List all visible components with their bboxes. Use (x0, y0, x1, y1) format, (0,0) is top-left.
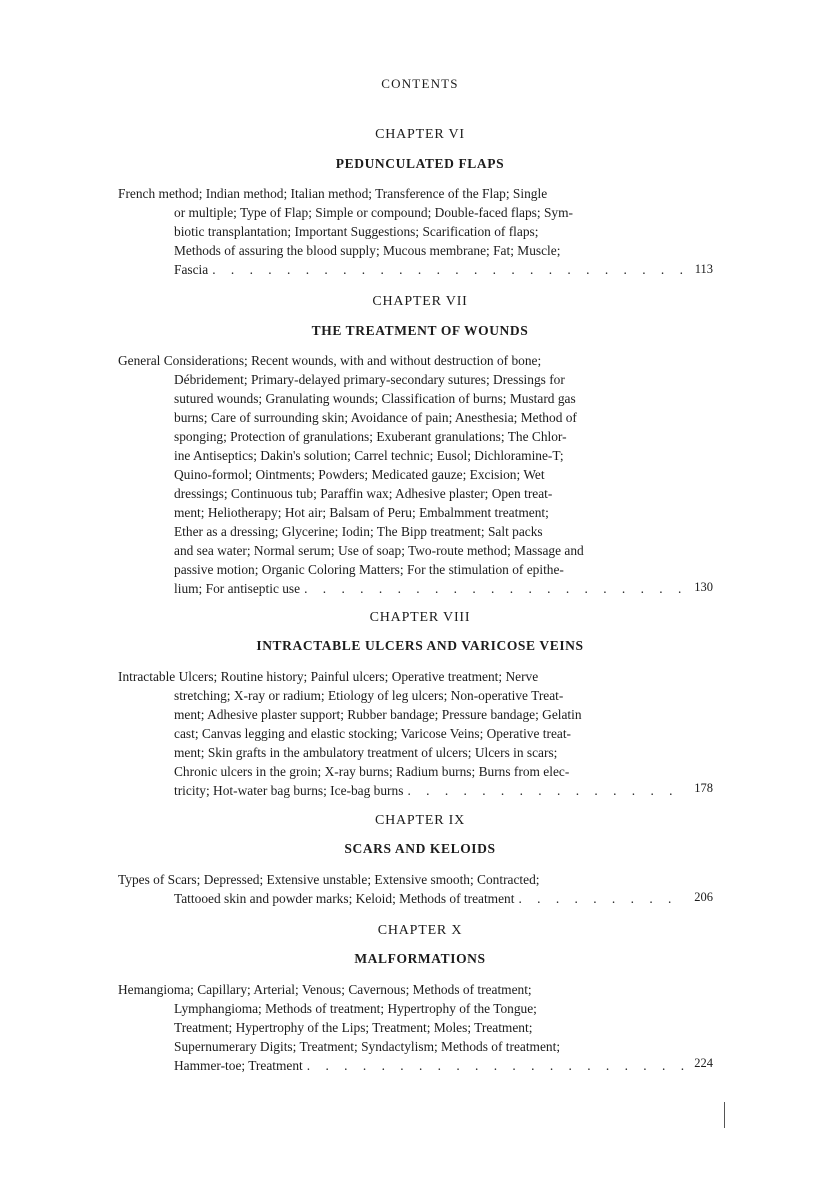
entry-line: sutured wounds; Granulating wounds; Classification of burns; Mustard gas (174, 391, 576, 406)
entry-line: and sea water; Normal serum; Use of soap; Two-route method; Massage and (174, 543, 584, 558)
entry-line: Types of Scars; Depressed; Extensive unstable; Extensive smooth; Contracted; (118, 872, 540, 887)
chapter-label: CHAPTER VIII (369, 610, 471, 625)
margin-mark (724, 1102, 725, 1128)
entry-line: Lymphangioma; Methods of treatment; Hypertrophy of the Tongue; (174, 1001, 537, 1016)
entry-line: tricity; Hot-water bag burns; Ice-bag burns (174, 783, 404, 798)
entry-line-last (118, 781, 685, 800)
entry-line: Intractable Ulcers; Routine history; Painful ulcers; Operative treatment; Nerve (118, 669, 539, 684)
entry-line: or multiple; Type of Flap; Simple or compound; Double-faced flaps; Sym- (174, 205, 573, 220)
entry-line-last (118, 889, 685, 908)
chapter-title: MALFORMATIONS (354, 951, 486, 966)
entry-line: General Considerations; Recent wounds, with and without destruction of bone; (118, 353, 542, 368)
running-head: CONTENTS (381, 76, 459, 91)
chapter-title: THE TREATMENT OF WOUNDS (311, 323, 529, 338)
chapter-entry (118, 184, 685, 279)
chapter-entry (118, 870, 685, 908)
chapter-title: PEDUNCULATED FLAPS (335, 156, 505, 171)
entry-line: sponging; Protection of granulations; Exuberant granulations; The Chlor- (174, 429, 567, 444)
entry-line: burns; Care of surrounding skin; Avoidance of pain; Anesthesia; Method of (174, 410, 577, 425)
entry-line: lium; For antiseptic use (174, 581, 301, 596)
entry-line: ment; Heliotherapy; Hot air; Balsam of Peru; Embalmment treatment; (174, 505, 549, 520)
entry-line: Chronic ulcers in the groin; X-ray burns; Radium burns; Burns from elec- (174, 764, 570, 779)
chapter-title: SCARS AND KELOIDS (344, 841, 496, 856)
leader-dots (518, 889, 685, 908)
chapter-label: CHAPTER VII (372, 294, 468, 309)
entry-line: Tattooed skin and powder marks; Keloid; Methods of treatment (174, 891, 515, 906)
page-number: 224 (694, 1056, 713, 1070)
page-number: 178 (694, 781, 713, 795)
chapter-label: CHAPTER X (377, 923, 463, 938)
page-number: 206 (694, 890, 713, 904)
entry-line: Treatment; Hypertrophy of the Lips; Treatment; Moles; Treatment; (174, 1020, 533, 1035)
chapter-label: CHAPTER IX (374, 813, 466, 828)
entry-line: ine Antiseptics; Dakin's solution; Carrel technic; Eusol; Dichloramine-T; (174, 448, 564, 463)
chapter-entry (118, 667, 685, 800)
entry-line: dressings; Continuous tub; Paraffin wax; Adhesive plaster; Open treat- (174, 486, 553, 501)
chapter-label: CHAPTER VI (375, 127, 465, 142)
entry-line: Fascia (174, 262, 209, 277)
chapter-entry (118, 351, 685, 598)
entry-line: Quino-formol; Ointments; Powders; Medicated gauze; Excision; Wet (174, 467, 545, 482)
entry-line: Hemangioma; Capillary; Arterial; Venous; Cavernous; Methods of treatment; (118, 982, 532, 997)
leader-dots (407, 781, 685, 800)
entry-line: Supernumerary Digits; Treatment; Syndactylism; Methods of treatment; (174, 1039, 561, 1054)
chapter-entry (118, 980, 685, 1075)
entry-line: French method; Indian method; Italian method; Transference of the Flap; Single (118, 186, 548, 201)
entry-line-last (118, 260, 685, 279)
entry-line-last (118, 1056, 685, 1075)
entry-line: cast; Canvas legging and elastic stocking; Varicose Veins; Operative treat- (174, 726, 572, 741)
page-number: 113 (694, 262, 713, 276)
entry-line-last (118, 579, 685, 598)
entry-line: ment; Skin grafts in the ambulatory treatment of ulcers; Ulcers in scars; (174, 745, 558, 760)
leader-dots (307, 1056, 685, 1075)
entry-line: stretching; X-ray or radium; Etiology of leg ulcers; Non-operative Treat- (174, 688, 564, 703)
entry-line: biotic transplantation; Important Suggestions; Scarification of flaps; (174, 224, 539, 239)
entry-line: Débridement; Primary-delayed primary-secondary sutures; Dressings for (174, 372, 565, 387)
entry-line: ment; Adhesive plaster support; Rubber bandage; Pressure bandage; Gelatin (174, 707, 582, 722)
chapter-title: INTRACTABLE ULCERS AND VARICOSE VEINS (256, 638, 584, 653)
entry-line: Methods of assuring the blood supply; Mucous membrane; Fat; Muscle; (174, 243, 561, 258)
entry-line: passive motion; Organic Coloring Matters; For the stimulation of epithe- (174, 562, 564, 577)
entry-line: Hammer-toe; Treatment (174, 1058, 303, 1073)
leader-dots (304, 579, 685, 598)
leader-dots (212, 260, 685, 279)
page-number: 130 (694, 580, 713, 594)
entry-line: Ether as a dressing; Glycerine; Iodin; The Bipp treatment; Salt packs (174, 524, 543, 539)
